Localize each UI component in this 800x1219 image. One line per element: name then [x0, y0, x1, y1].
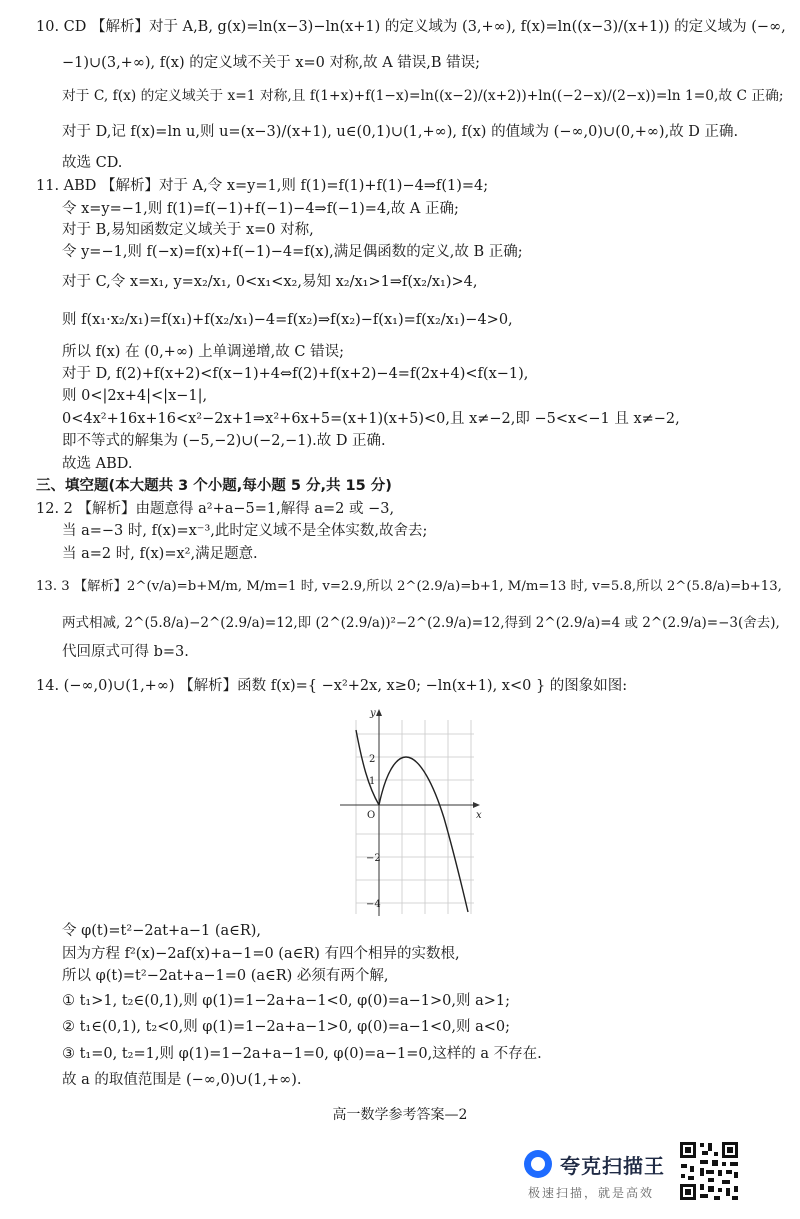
- y-axis-label: y: [370, 708, 376, 719]
- q14-line-1: 14. (−∞,0)∪(1,+∞) 【解析】函数 f(x)={ −x²+2x, x≥0; −ln(x+1), x<0 } 的图象如图:: [36, 678, 628, 694]
- q11-line-10: 0<4x²+16x+16<x²−2x+1⇒x²+6x+5=(x+1)(x+5)<0,且 x≠−2,即 −5<x<−1 且 x≠−2,: [62, 411, 680, 427]
- scanner-watermark: [524, 1140, 674, 1210]
- q10-line-4: 对于 D,记 f(x)=ln u,则 u=(x−3)/(x+1), u∈(0,1)∪(1,+∞), f(x) 的值域为 (−∞,0)∪(0,+∞),故 D 正确.: [62, 124, 739, 140]
- qr-code-icon: [678, 1140, 740, 1202]
- q14-case-3: ③ t₁=0, t₂=1,则 φ(1)=1−2a+a−1=0, φ(0)=a−1=0,这样的 a 不存在.: [62, 1046, 542, 1062]
- q10-line-2: −1)∪(3,+∞), f(x) 的定义域不关于 x=0 对称,故 A 错误,B 错误;: [62, 55, 481, 71]
- q11-line-9: 则 0<|2x+4|<|x−1|,: [62, 388, 208, 404]
- q11-line-1: 11. ABD 【解析】对于 A,令 x=y=1,则 f(1)=f(1)+f(1)−4⇒f(1)=4;: [36, 178, 489, 194]
- q12-line-1: 12. 2 【解析】由题意得 a²+a−5=1,解得 a=2 或 −3,: [36, 501, 395, 517]
- origin-label: O: [367, 810, 376, 821]
- q13-line-3: 代回原式可得 b=3.: [62, 644, 189, 660]
- q10-line-5: 故选 CD.: [62, 155, 123, 171]
- q11-line-5: 对于 C,令 x=x₁, y=x₂/x₁, 0<x₁<x₂,易知 x₂/x₁>1⇒f(x₂/x₁)>4,: [62, 274, 478, 290]
- y-tick-label: 1: [369, 776, 376, 787]
- brand-slogan: 极速扫描，就是高效: [528, 1186, 655, 1200]
- q11-line-4: 令 y=−1,则 f(−x)=f(x)+f(−1)−4=f(x),满足偶函数的定义,故 B 正确;: [62, 244, 523, 260]
- q12-line-3: 当 a=2 时, f(x)=x²,满足题意.: [62, 546, 258, 562]
- q11-line-8: 对于 D, f(2)+f(x+2)<f(x−1)+4⇔f(2)+f(x+2)−4=f(2x+4)<f(x−1),: [62, 366, 529, 382]
- curve-left-branch: [356, 730, 379, 805]
- q11-line-6: 则 f(x₁·x₂/x₁)=f(x₁)+f(x₂/x₁)−4=f(x₂)⇒f(x₂)−f(x₁)=f(x₂/x₁)−4>0,: [62, 312, 513, 328]
- q14-line-4: 所以 φ(t)=t²−2at+a−1=0 (a∈R) 必须有两个解,: [62, 968, 389, 984]
- q12-line-2: 当 a=−3 时, f(x)=x⁻³,此时定义域不是全体实数,故舍去;: [62, 523, 428, 539]
- y-axis-arrow: [376, 709, 382, 716]
- q14-case-2: ② t₁∈(0,1), t₂<0,则 φ(1)=1−2a+a−1>0, φ(0)=a−1<0,则 a<0;: [62, 1019, 511, 1035]
- quark-logo-icon: [524, 1150, 552, 1178]
- q14-line-3: 因为方程 f²(x)−2af(x)+a−1=0 (a∈R) 有四个相异的实数根,: [62, 946, 460, 962]
- q11-line-2: 令 x=y=−1,则 f(1)=f(−1)+f(−1)−4⇒f(−1)=4,故 A 正确;: [62, 201, 459, 217]
- section-heading: 三、填空题(本大题共 3 个小题,每小题 5 分,共 15 分): [36, 478, 392, 494]
- q11-line-7: 所以 f(x) 在 (0,+∞) 上单调递增,故 C 错误;: [62, 344, 344, 360]
- q10-line-1: 10. CD 【解析】对于 A,B, g(x)=ln(x−3)−ln(x+1) 的定义域为 (3,+∞), f(x)=ln((x−3)/(x+1)) 的定义域为 (−∞,: [36, 19, 786, 35]
- brand-name: 夸克扫描王: [560, 1154, 665, 1178]
- q11-line-3: 对于 B,易知函数定义域关于 x=0 对称,: [62, 222, 314, 238]
- y-tick-label: −2: [366, 853, 381, 864]
- y-tick-label: 2: [369, 754, 376, 765]
- q14-line-5: 故 a 的取值范围是 (−∞,0)∪(1,+∞).: [62, 1072, 302, 1088]
- q13-line-1: 13. 3 【解析】2^(v/a)=b+M/m, M/m=1 时, v=2.9,所以 2^(2.9/a)=b+1, M/m=13 时, v=5.8,所以 2^(5.8/a)=b+13,: [36, 579, 782, 594]
- y-tick-label: −4: [366, 899, 381, 910]
- q11-line-11: 即不等式的解集为 (−5,−2)∪(−2,−1).故 D 正确.: [62, 433, 386, 449]
- page-footer: 高一数学参考答案—2: [332, 1107, 468, 1123]
- q11-line-12: 故选 ABD.: [62, 456, 133, 472]
- q13-line-2: 两式相减, 2^(5.8/a)−2^(2.9/a)=12,即 (2^(2.9/a))²−2^(2.9/a)=12,得到 2^(2.9/a)=4 或 2^(2.9/a)=−3(舍去),: [62, 615, 780, 631]
- function-graph: [320, 700, 490, 920]
- q14-line-2: 令 φ(t)=t²−2at+a−1 (a∈R),: [62, 923, 262, 939]
- x-axis-label: x: [476, 810, 482, 821]
- q14-case-1: ① t₁>1, t₂∈(0,1),则 φ(1)=1−2a+a−1<0, φ(0)=a−1>0,则 a>1;: [62, 993, 511, 1009]
- q10-line-3: 对于 C, f(x) 的定义域关于 x=1 对称,且 f(1+x)+f(1−x)=ln((x−2)/(x+2))+ln((−2−x)/(2−x))=ln 1=0,故 C 正确;: [62, 88, 784, 104]
- x-axis-arrow: [473, 802, 480, 808]
